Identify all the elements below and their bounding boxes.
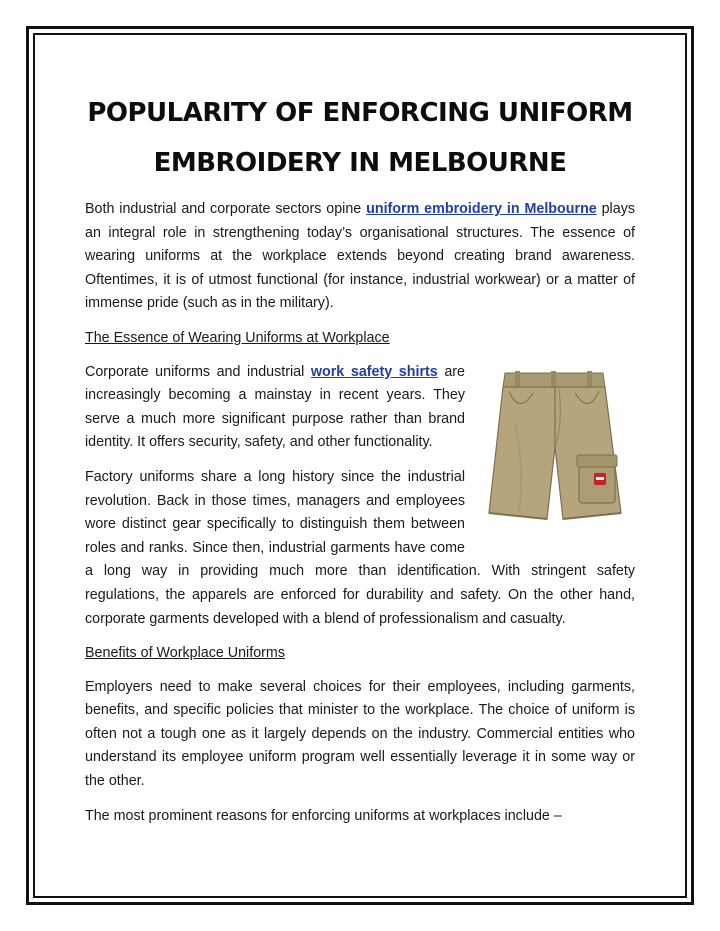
paragraph-employers: Employers need to make several choices for their employees, including garments, benefits, and specific policies that minister to the workplace. The choice of uniform is often not a tough one as it largely depends on the industry. Commercial entities who understand its employee uniform program well essentially leverage it in some way or the other. <box>85 678 635 790</box>
paragraph-reasons: The most prominent reasons for enforcing uniforms at workplaces include – <box>85 807 562 824</box>
title-line-1: POPULARITY OF ENFORCING UNIFORM <box>87 98 633 128</box>
intro-text-end: plays an integral role in strengthening today’s organisational structures. The essence of wearing uniforms at the workplace extends beyond creating brand awareness. Oftentimes, it is of utmost functional (for instance, industrial workwear) or a matter of immense pride (such as in the military). <box>85 201 635 312</box>
paragraph-intro <box>85 198 635 316</box>
corporate-text-end: are increasingly becoming a mainstay in recent years. They serve a much more significant purpose rather than brand identity. It offers security, safety, and other functionality. <box>85 363 466 451</box>
intro-text-start: Both industrial and corporate sectors opine <box>85 201 367 217</box>
paragraph-factory-uniforms: Factory uniforms share a long history since the industrial revolution. Back in those times, managers and employees wore distinct gear specifically to distinguish them between roles and ranks. Since then, industrial garments have come a long way in providing much more than identification. With stringent safety regulations, the apparels are enforced for durability and safety. On the other hand, corporate garments developed with a blend of professionalism and casualty. <box>85 468 635 627</box>
corporate-text-start: Corporate uniforms and industrial <box>85 363 311 380</box>
document-body <box>85 88 635 839</box>
title-line-2: EMBROIDERY IN MELBOURNE <box>153 148 567 178</box>
section-heading-essence: The Essence of Wearing Uniforms at Workplace <box>85 329 390 346</box>
uniform-embroidery-link[interactable]: uniform embroidery in Melbourne <box>366 201 597 217</box>
section-heading-benefits: Benefits of Workplace Uniforms <box>85 645 285 662</box>
work-safety-shirts-link[interactable]: work safety shirts <box>310 363 438 380</box>
page-title <box>85 88 635 188</box>
cargo-shorts-image <box>475 363 635 543</box>
